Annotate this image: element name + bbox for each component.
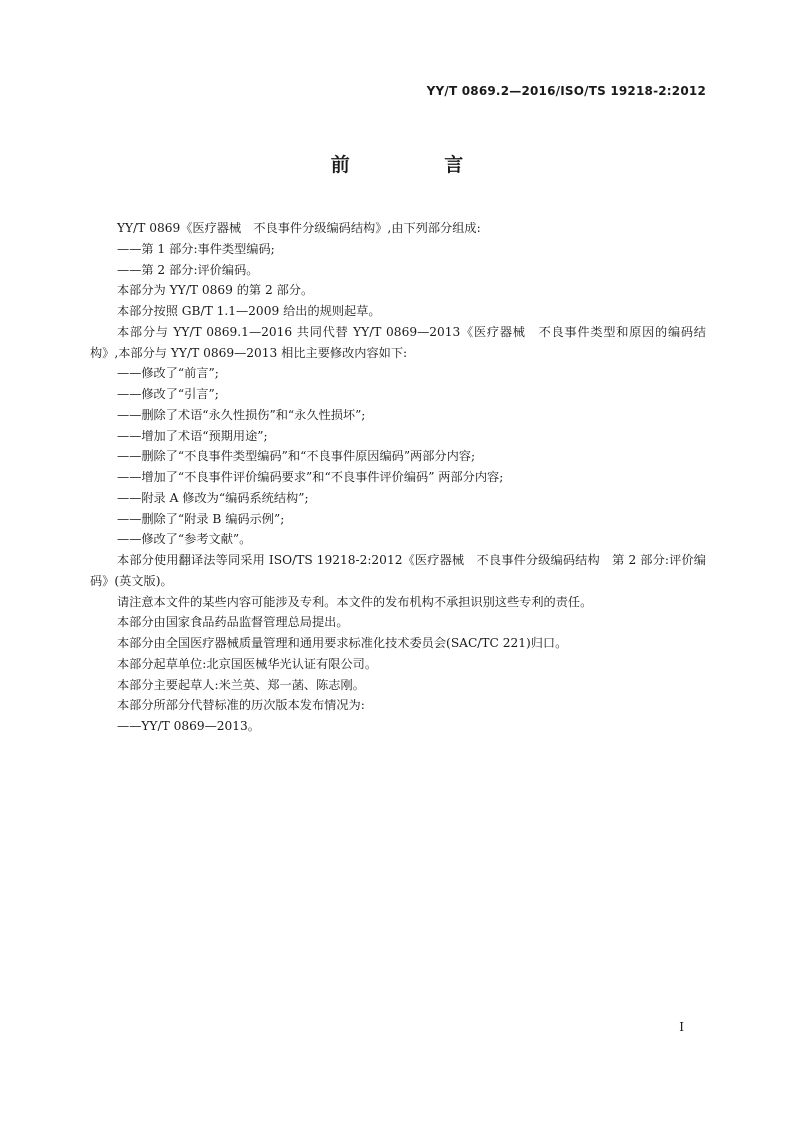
list-item: ——增加了术语“预期用途”; (117, 428, 268, 443)
list-item: ——删除了术语“永久性损伤”和“永久性损坏”; (117, 407, 366, 422)
list-item: ——增加了“不良事件评价编码要求”和“不良事件评价编码” 两部分内容; (117, 470, 504, 484)
list-item: ——修改了“参考文献”。 (117, 532, 252, 547)
paragraph: 本部分按照 GB/T 1.1—2009 给出的规则起草。 (117, 304, 381, 318)
list-item: ——第 1 部分:事件类型编码; (117, 241, 275, 256)
list-item: ——删除了“附录 B 编码示例”; (117, 511, 285, 526)
list-item: ——附录 A 修改为“编码系统结构”; (117, 490, 309, 505)
paragraph: 本部分为 YY/T 0869 的第 2 部分。 (117, 283, 314, 298)
paragraph: 本部分所部分代替标准的历次版本发布情况为: (117, 698, 365, 713)
list-item: ——YY/T 0869—2013。 (117, 719, 260, 733)
paragraph: 本部分起草单位:北京国医械华光认证有限公司。 (117, 656, 378, 671)
paragraph: 本部分由全国医疗器械质量管理和通用要求标准化技术委员会(SAC/TC 221)归口。 (117, 636, 568, 650)
paragraph: 本部分由国家食品药品监督管理总局提出。 (117, 615, 349, 630)
foreword-body (90, 218, 706, 737)
standard-number: YY/T 0869.2—2016/ISO/TS 19218-2:2012 (426, 84, 706, 98)
page-title: 前 言 (330, 154, 508, 176)
paragraph: 本部分主要起草人:米兰英、郑一菡、陈志刚。 (117, 677, 365, 692)
list-item: ——修改了“前言”; (117, 366, 219, 381)
page-number: I (679, 1020, 684, 1034)
list-item: ——修改了“引言”; (117, 387, 219, 401)
paragraph: 请注意本文件的某些内容可能涉及专利。本文件的发布机构不承担识别这些专利的责任。 (117, 594, 593, 609)
paragraph: YY/T 0869《医疗器械 不良事件分级编码结构》,由下列部分组成: (117, 221, 481, 235)
list-item: ——删除了“不良事件类型编码”和“不良事件原因编码”两部分内容; (117, 449, 476, 464)
paragraph: 本部分与 YY/T 0869.1—2016 共同代替 YY/T 0869—2013《医疗器械 不良事件类型和原因的编码结构》,本部分与 YY/T 0869—2013 相比主要修改内容如下: (90, 324, 706, 360)
list-item: ——第 2 部分:评价编码。 (117, 262, 259, 277)
paragraph: 本部分使用翻译法等同采用 ISO/TS 19218-2:2012《医疗器械 不良事件分级编码结构 第 2 部分:评价编码》(英文版)。 (90, 553, 706, 588)
